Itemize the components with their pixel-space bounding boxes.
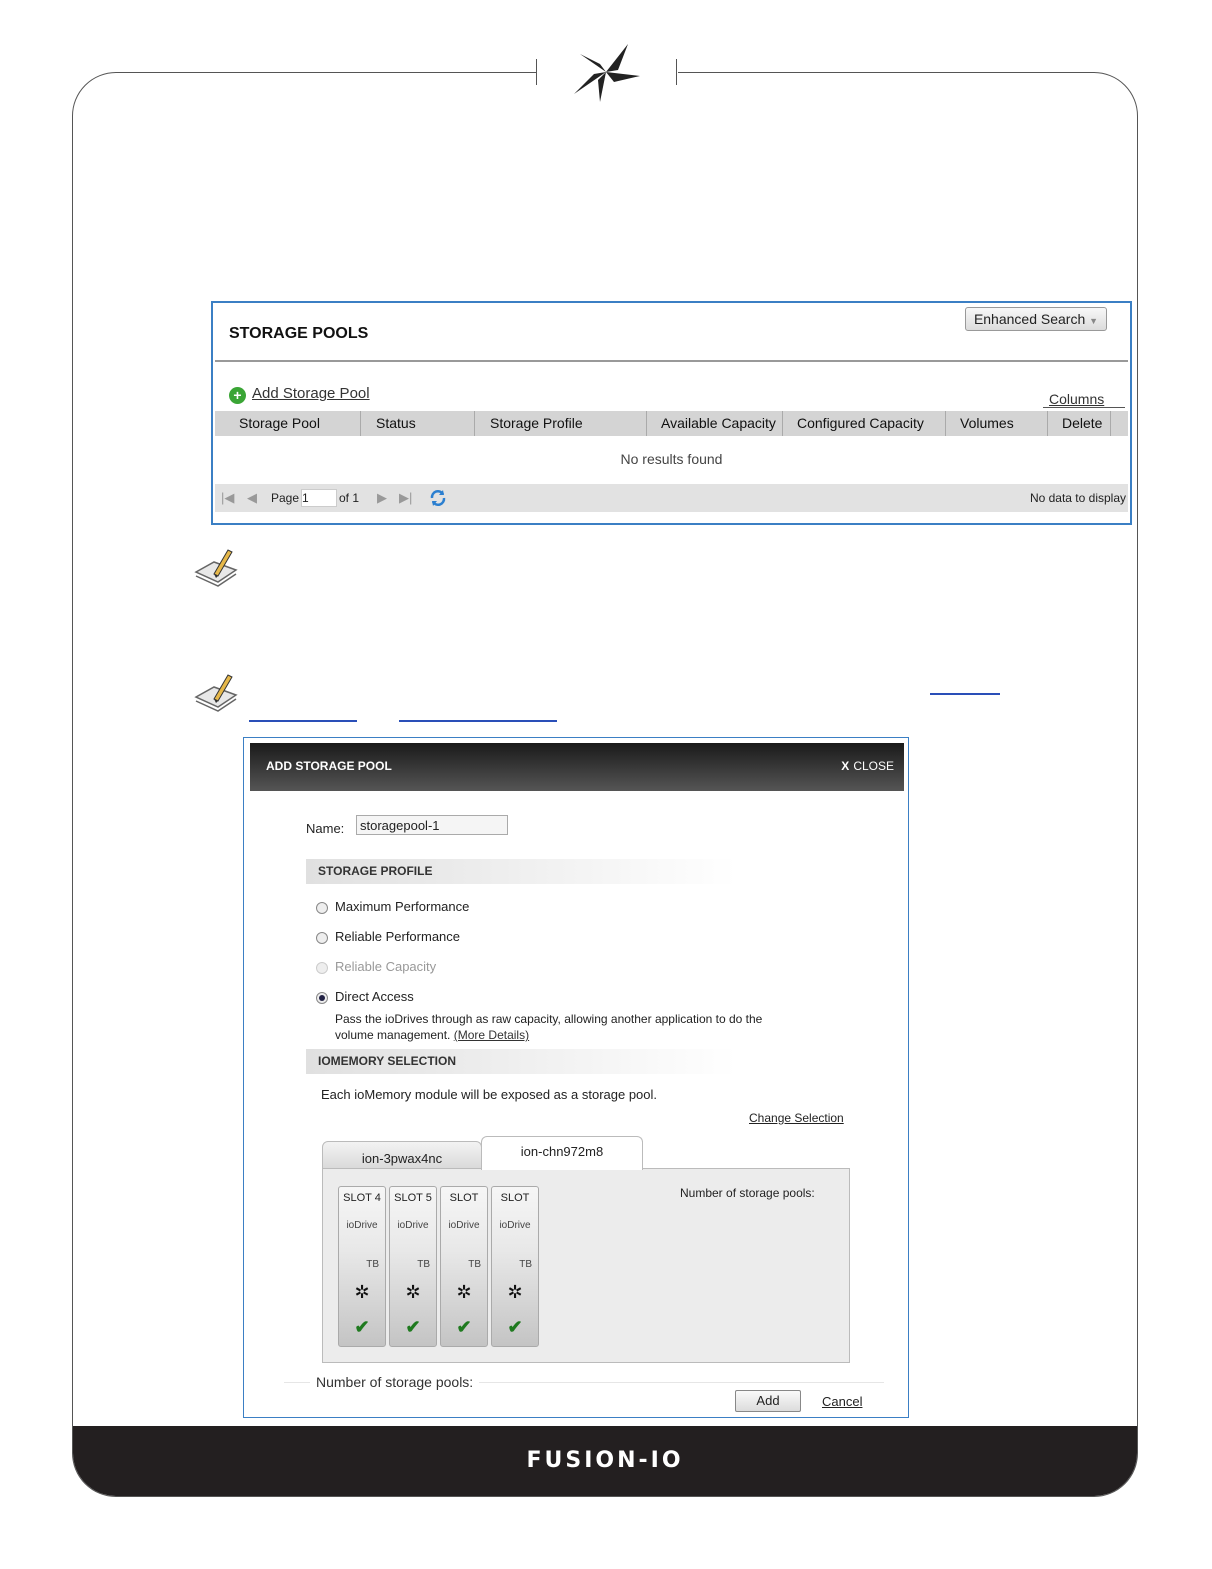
option-label: Reliable Capacity [335,959,437,974]
hyperlink-underline[interactable] [399,720,557,722]
tab-ion-chn972m8[interactable]: ion-chn972m8 [481,1136,643,1170]
column-header-status[interactable]: Status [361,411,475,436]
name-input[interactable]: storagepool-1 [356,815,508,835]
radio-reliable-performance[interactable] [316,932,328,944]
column-header-storage-pool[interactable]: Storage Pool [215,411,361,436]
capacity-unit: TB [468,1259,481,1270]
capacity-unit: TB [519,1259,532,1270]
enhanced-search-button[interactable] [965,307,1107,331]
column-header-delete[interactable]: Delete [1048,411,1111,436]
direct-access-description-cont [335,1028,529,1042]
hyperlink-underline[interactable] [930,693,1000,695]
panel-divider [215,360,1128,362]
storage-profile-section-header: STORAGE PROFILE [306,859,736,884]
tab-panel [322,1168,850,1363]
columns-underline [1043,407,1125,408]
empty-table-message: No results found [620,451,723,467]
column-header-available-capacity[interactable]: Available Capacity [647,411,783,436]
fusion-io-wordmark: FUSION-IO [526,1448,684,1473]
pager-status: No data to display [1029,491,1126,505]
note-pencil-icon [192,673,240,713]
device-label: ioDrive [397,1220,429,1231]
plus-circle-icon: + [229,387,246,404]
radio-reliable-capacity [316,962,328,974]
change-selection-link[interactable]: Change Selection [749,1111,844,1125]
page-footer [73,1426,1137,1496]
direct-access-description: Pass the ioDrives through as raw capacity, allowing another application to do the [335,1012,763,1026]
iomemory-description: Each ioMemory module will be exposed as a storage pool. [321,1087,658,1102]
last-page-icon[interactable]: ▶| [399,490,413,505]
prev-page-icon[interactable]: ◀ [247,490,257,505]
add-button[interactable]: Add [735,1390,801,1412]
column-header-configured-capacity[interactable]: Configured Capacity [783,411,946,436]
tab-ion-3pwax4nc[interactable]: ion-3pwax4nc [322,1141,482,1170]
device-label: ioDrive [346,1220,378,1231]
close-button[interactable] [841,759,894,773]
slot-card[interactable] [440,1186,488,1347]
device-label: ioDrive [499,1220,531,1231]
slot-card[interactable] [338,1186,386,1347]
radio-direct-access[interactable] [316,992,328,1004]
pagination-bar [215,484,1128,512]
hyperlink-underline[interactable] [249,720,357,722]
dialog-title: ADD STORAGE POOL [266,759,392,773]
check-icon: ✔ [507,1317,523,1337]
close-label: CLOSE [853,759,894,773]
check-icon: ✔ [354,1317,370,1337]
panel-title: STORAGE POOLS [229,325,369,342]
iomemory-section-header: IOMEMORY SELECTION [306,1049,736,1074]
close-icon: X [841,759,850,773]
first-page-icon[interactable]: |◀ [221,490,235,505]
slot-label: SLOT 4 [343,1192,381,1204]
page-number-input[interactable]: 1 [301,489,337,507]
direct-access-description-text: volume management. [335,1028,451,1042]
check-icon: ✔ [456,1317,472,1337]
capacity-unit: TB [417,1259,430,1270]
enhanced-search-label: Enhanced Search [973,311,1086,327]
columns-link[interactable]: Columns [1049,391,1105,407]
panel-storage-pools-label: Number of storage pools: [680,1186,815,1200]
dropdown-arrow-icon: ▼ [1089,316,1099,326]
check-icon: ✔ [405,1317,421,1337]
header-tick-left [536,59,537,85]
page-count-label: of 1 [339,491,360,505]
slot-card[interactable] [491,1186,539,1347]
next-page-icon[interactable]: ▶ [377,490,387,505]
option-label: Direct Access [335,989,414,1004]
radio-maximum-performance[interactable] [316,902,328,914]
table-header [215,411,1128,436]
fusion-io-logo-icon: ✲ [456,1282,472,1302]
refresh-icon[interactable] [429,489,447,507]
device-label: ioDrive [448,1220,480,1231]
note-pencil-icon [192,548,240,588]
name-label: Name: [306,821,345,836]
fusion-io-logo-icon: ✲ [354,1282,370,1302]
slot-label: SLOT 5 [394,1192,432,1204]
slot-card[interactable] [389,1186,437,1347]
fusion-io-logo-icon: ✲ [507,1282,523,1302]
more-details-link[interactable]: (More Details) [453,1028,530,1042]
storage-pools-panel [211,301,1132,525]
header-tick-right [676,59,677,85]
add-storage-pool-dialog [243,737,909,1418]
add-storage-pool-label: Add Storage Pool [252,385,370,402]
capacity-unit: TB [366,1259,379,1270]
slot-label: SLOT [449,1192,479,1204]
cancel-link[interactable]: Cancel [822,1394,863,1409]
column-header-storage-profile[interactable]: Storage Profile [475,411,647,436]
dialog-header [250,743,904,791]
option-label: Maximum Performance [335,899,470,914]
column-header-volumes[interactable]: Volumes [946,411,1048,436]
add-storage-pool-link[interactable] [229,385,370,404]
fusion-io-logo-icon [570,40,642,104]
slot-label: SLOT [500,1192,530,1204]
page-label: Page [271,491,300,505]
footer-storage-pools-label: Number of storage pools: [310,1374,479,1390]
fusion-io-logo-icon: ✲ [405,1282,421,1302]
option-label: Reliable Performance [335,929,461,944]
